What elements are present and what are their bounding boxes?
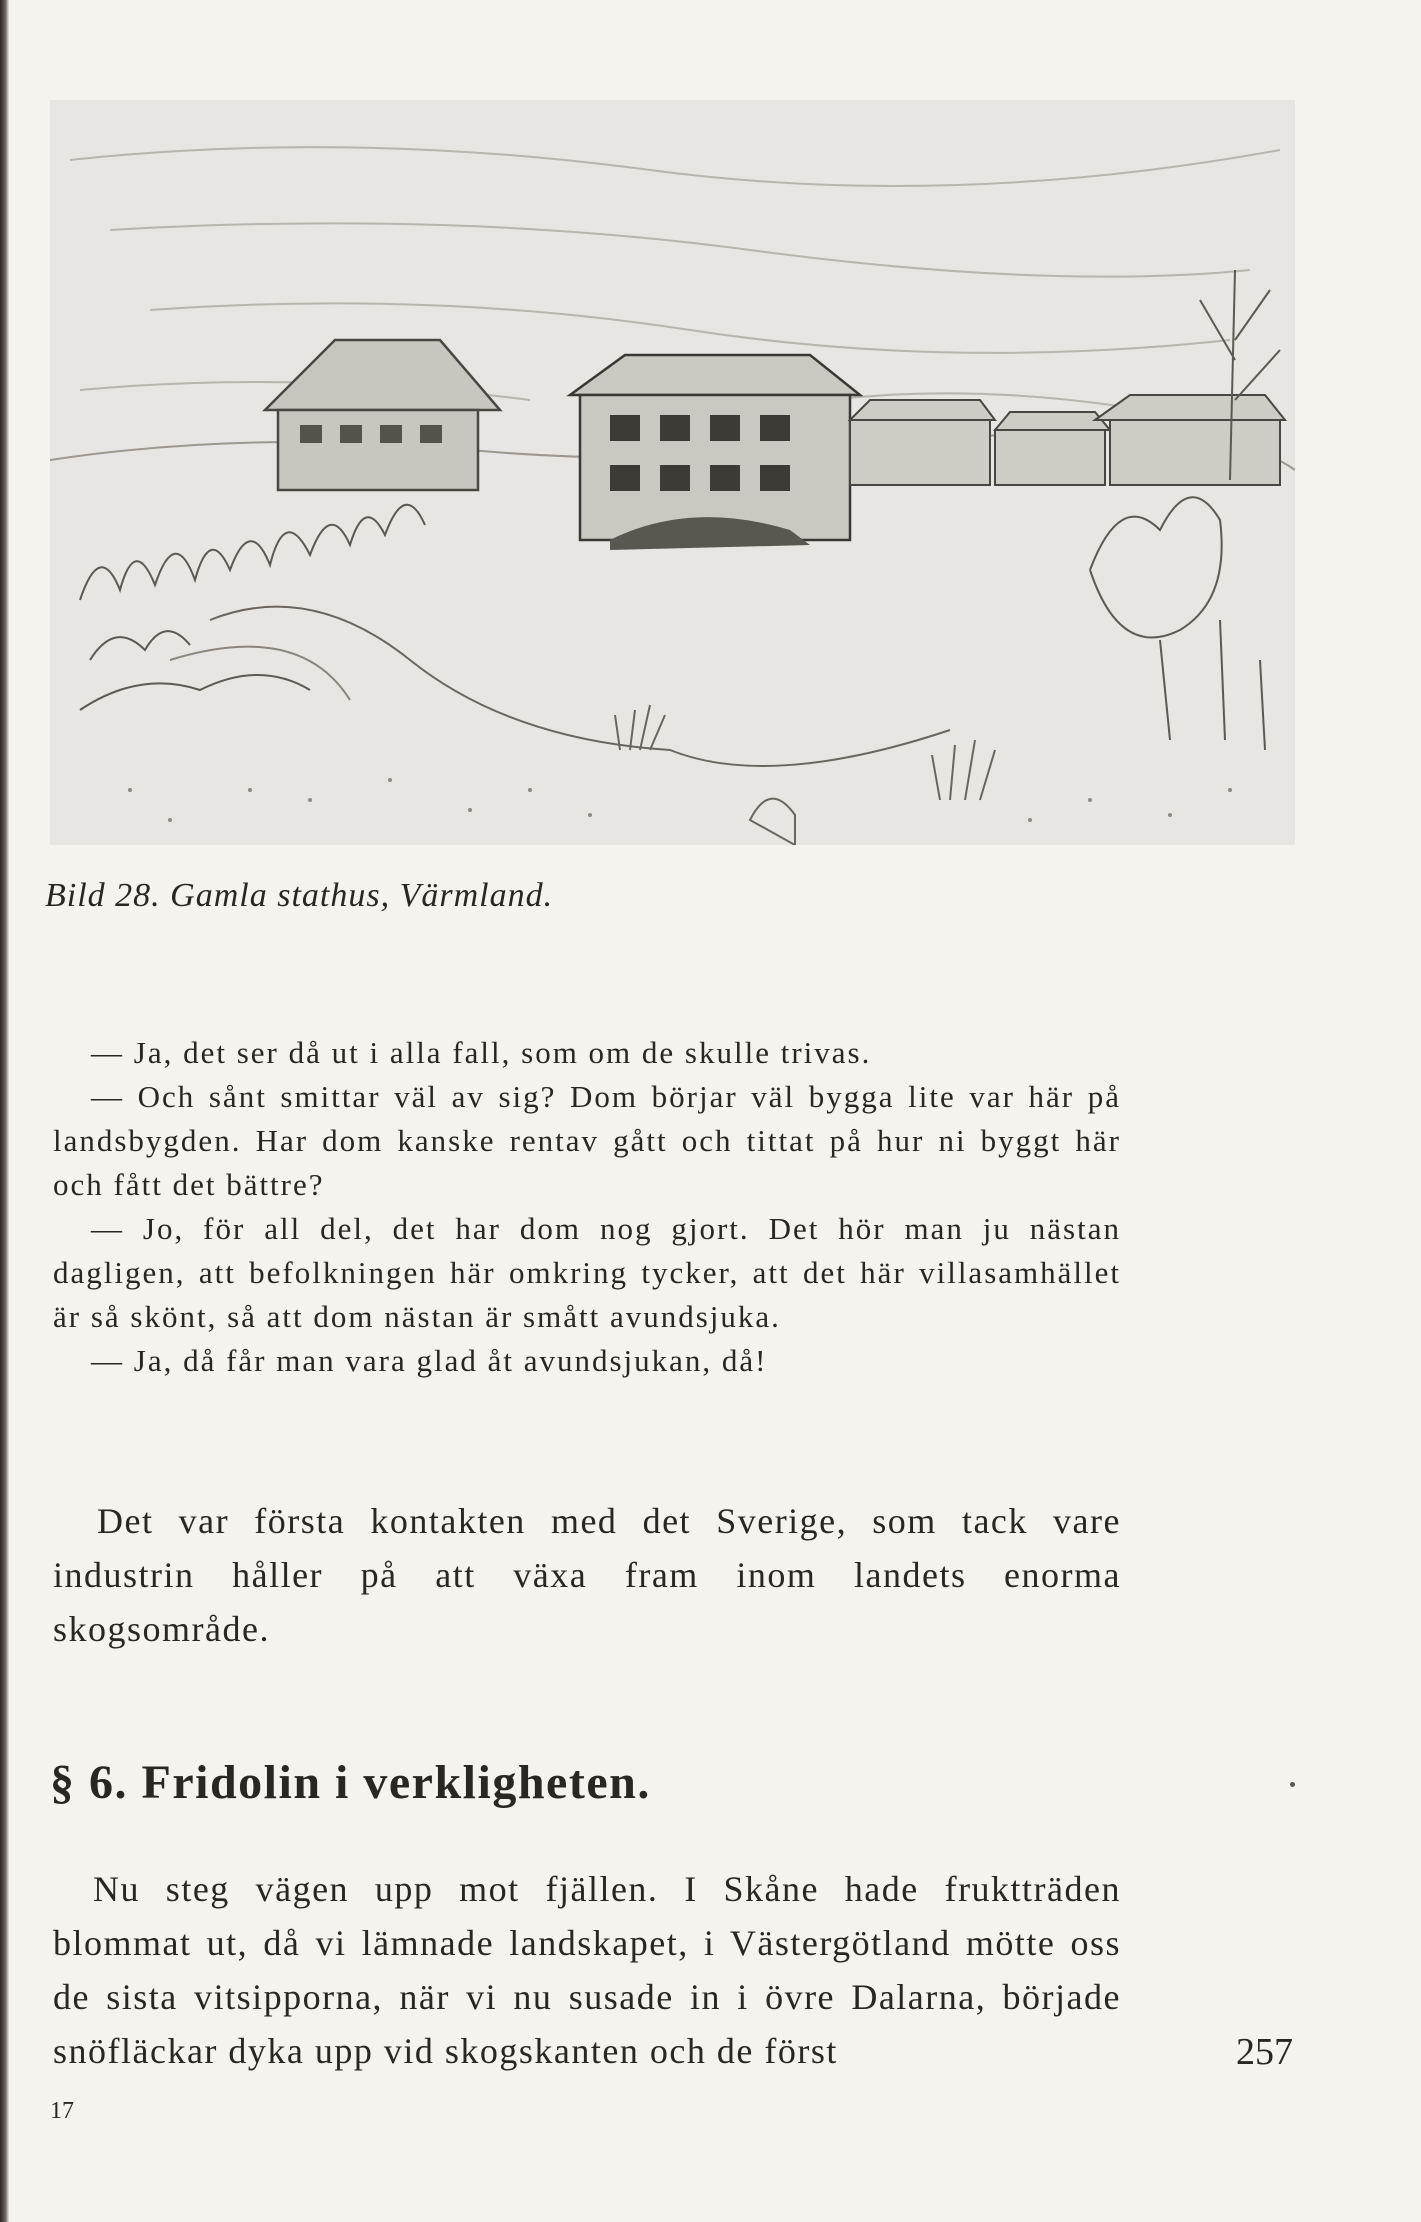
dialogue-line: — Ja, det ser då ut i alla fall, som om de skulle trivas. bbox=[91, 1035, 872, 1070]
section-paragraph-block bbox=[53, 1862, 1121, 2078]
page-number: 257 bbox=[1236, 2031, 1293, 2073]
section-paragraph: Nu steg vägen upp mot fjällen. I Skåne hade fruktträden blommat ut, då vi lämnade landskapet, i Västergötland mötte oss de sista vitsipporna, när vi nu susade in i övre Dalarna, började snöfläckar dyka upp vid skogskanten och de först bbox=[53, 1869, 1121, 2071]
page-binding-edge bbox=[0, 0, 9, 2222]
closing-paragraph-block bbox=[53, 1494, 1121, 1656]
printer-signature-mark: 17 bbox=[50, 2098, 74, 2124]
dialogue-line: — Och sånt smittar väl av sig? Dom börjar väl bygga lite var här på landsbygden. Har dom kanske rentav gått och tittat på hur ni byggt här och fått det bättre? bbox=[53, 1079, 1121, 1202]
section-heading: § 6. Fridolin i verkligheten. bbox=[50, 1756, 651, 1809]
farmhouse-landscape-drawing bbox=[50, 100, 1295, 845]
pencil-sketch-illustration bbox=[50, 100, 1295, 845]
figure-caption: Bild 28. Gamla stathus, Värmland. bbox=[45, 877, 554, 914]
dialogue-block bbox=[53, 1031, 1121, 1383]
ink-dot bbox=[1290, 1782, 1295, 1787]
dialogue-line: — Jo, för all del, det har dom nog gjort. Det hör man ju nästan dagligen, att befolkningen här omkring tycker, att det här villasamhället är så skönt, så att dom nästan är smått avundsjuka. bbox=[53, 1211, 1121, 1334]
dialogue-line: — Ja, då får man vara glad åt avundsjukan, då! bbox=[91, 1343, 768, 1378]
closing-paragraph: Det var första kontakten med det Sverige, som tack vare industrin håller på att växa fram inom landets enorma skogsområde. bbox=[53, 1501, 1121, 1649]
